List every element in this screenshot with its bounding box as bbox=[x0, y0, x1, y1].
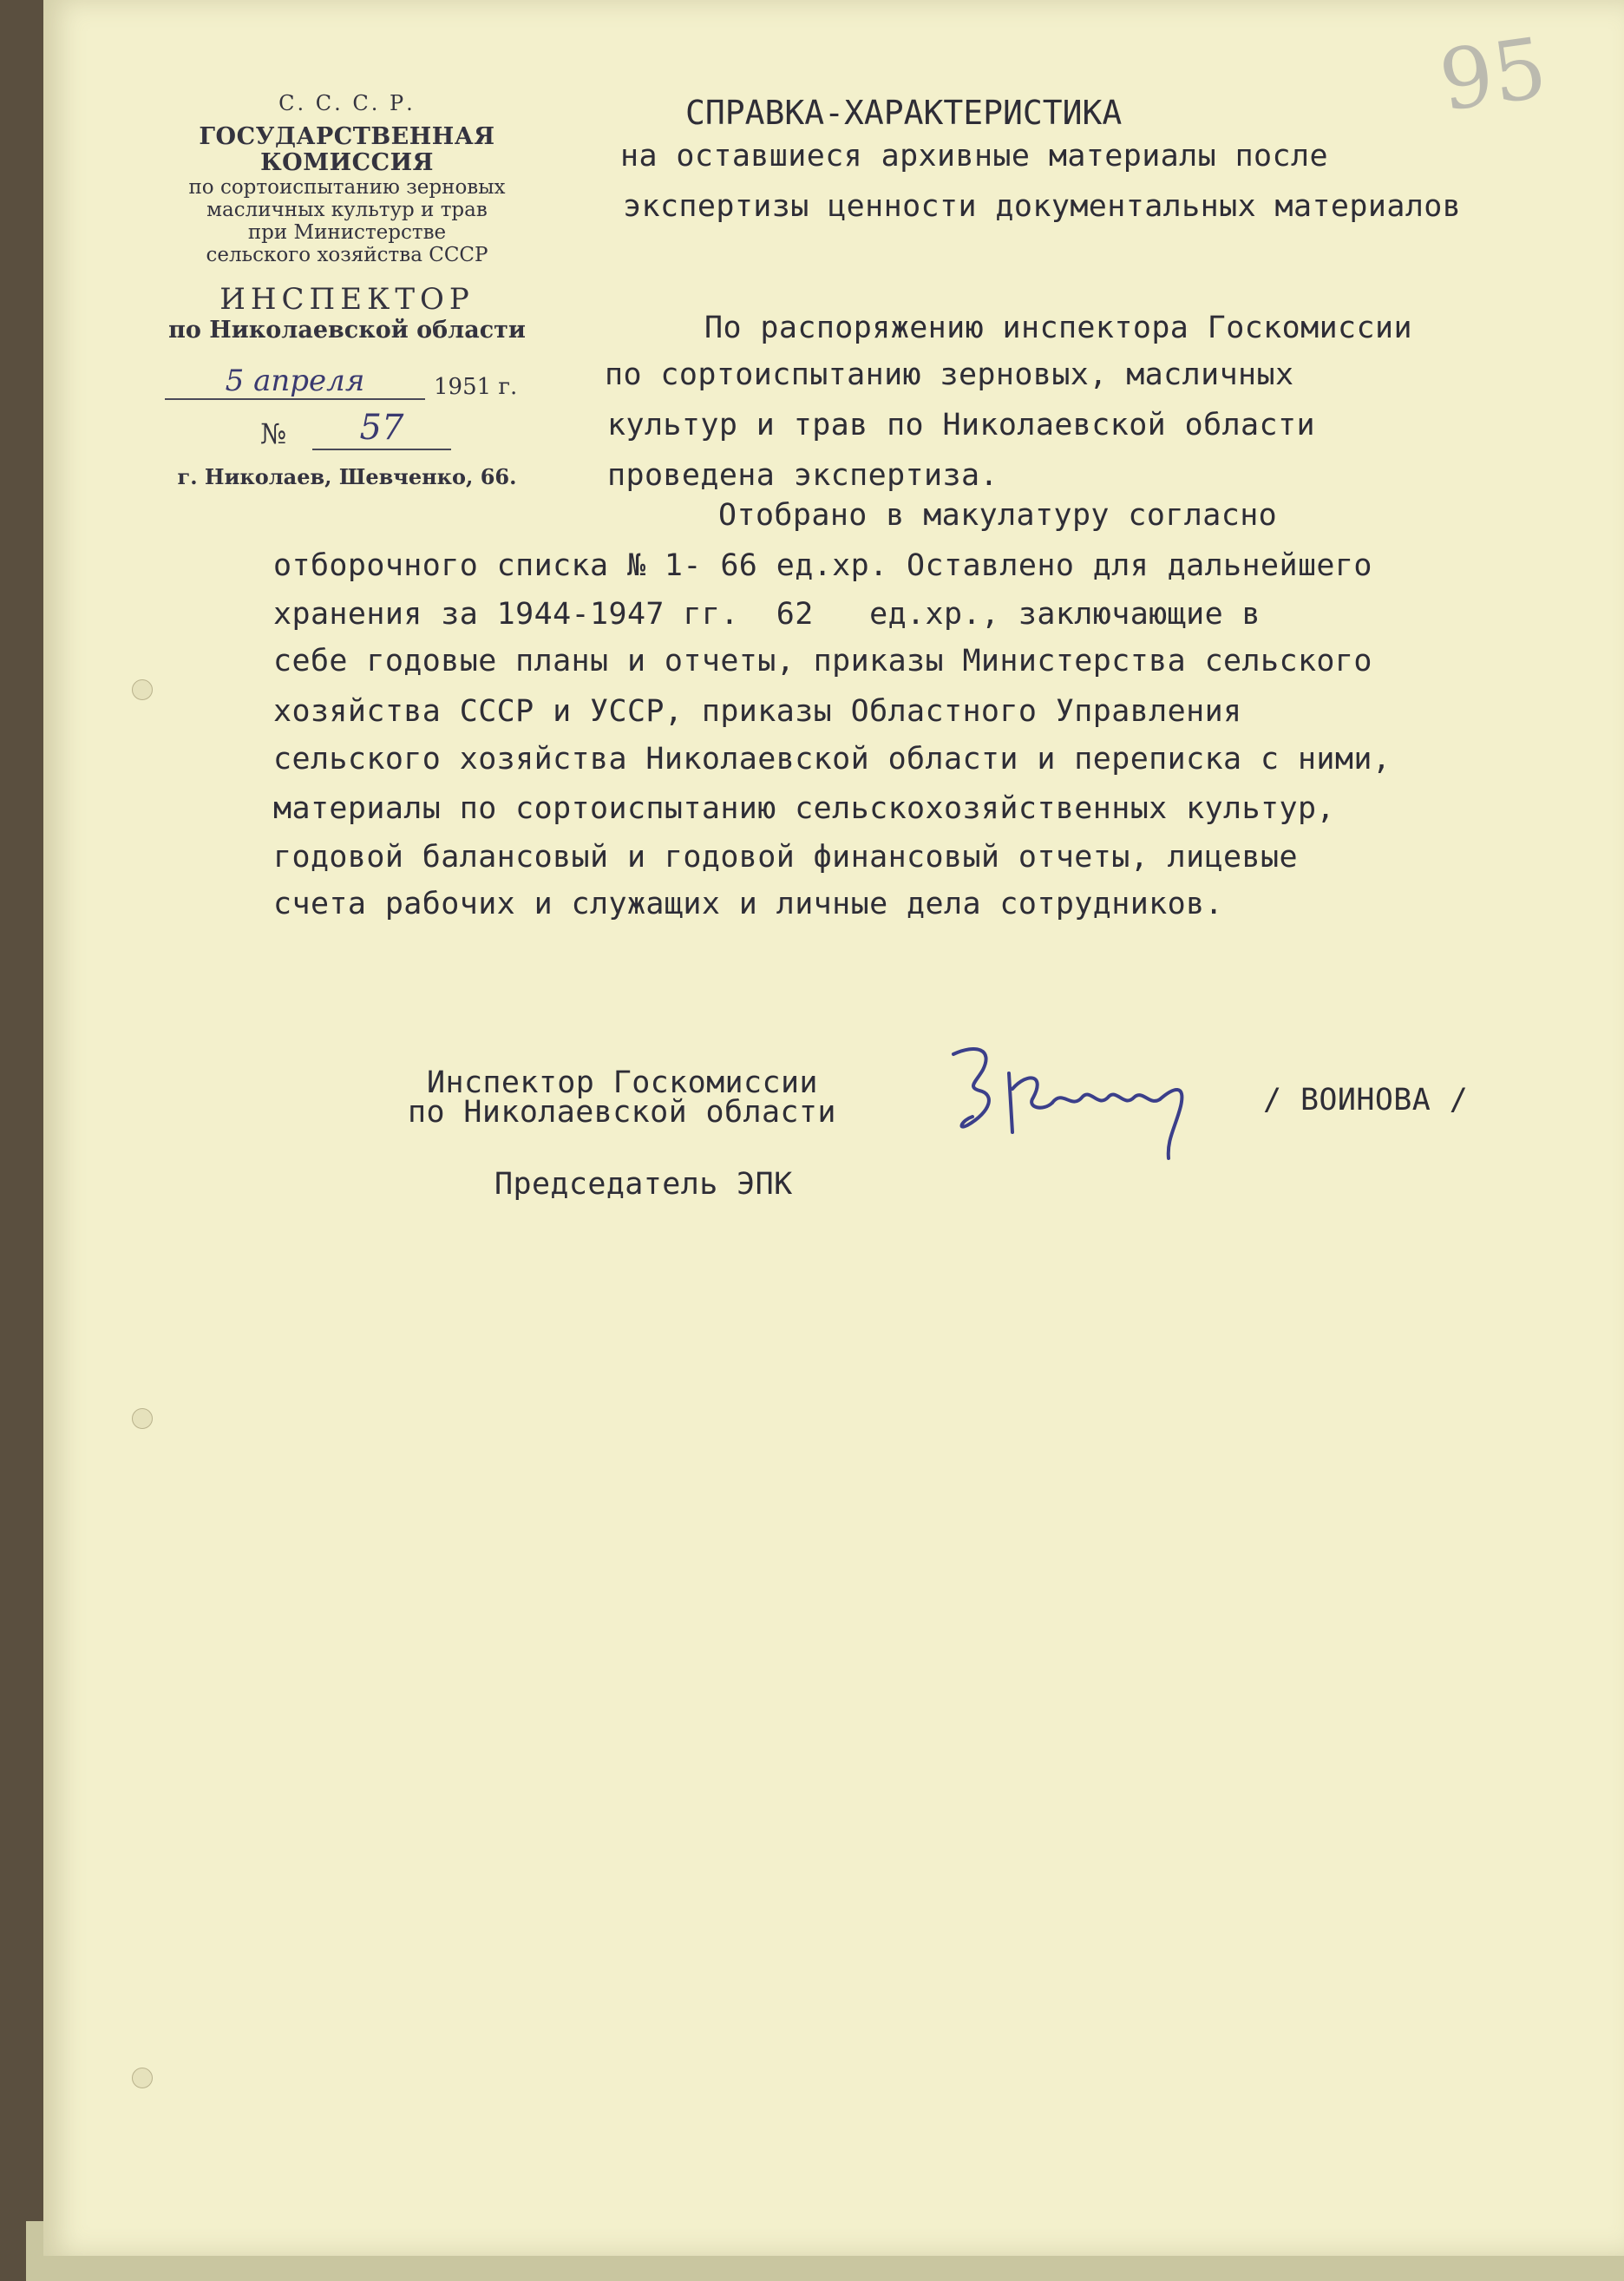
letterhead-org-line: по сортоиспытанию зерновых bbox=[188, 176, 506, 199]
document-subtitle: экспертизы ценности документальных материалов bbox=[623, 189, 1462, 224]
letterhead-org: ГОСУДАРСТВЕННАЯ КОМИССИЯ bbox=[199, 123, 495, 176]
paragraph-line: Отобрано в макулатуру согласно bbox=[718, 498, 1278, 533]
handwritten-number: 57 bbox=[312, 407, 451, 450]
chairman-title: Председатель ЭПК bbox=[494, 1167, 793, 1202]
signatory-name: / ВОИНОВА / bbox=[1263, 1083, 1469, 1118]
letterhead-org-line: при Министерстве bbox=[247, 221, 447, 244]
paragraph-line: по сортоиспытанию зерновых, масличных bbox=[605, 357, 1294, 392]
number-label: № bbox=[260, 417, 287, 450]
letterhead-address: г. Николаев, Шевченко, 66. bbox=[177, 464, 517, 489]
handwritten-signature bbox=[941, 1037, 1228, 1167]
paragraph-line: хранения за 1944-1947 гг. 62 ед.хр., заключающие в bbox=[273, 597, 1261, 632]
punch-hole bbox=[132, 1408, 153, 1429]
paragraph-line: материалы по сортоиспытанию сельскохозяйственных культур, bbox=[273, 791, 1335, 826]
letterhead-org-line: масличных культур и трав bbox=[206, 199, 488, 221]
document-subtitle: на оставшиеся архивные материалы после bbox=[620, 139, 1328, 174]
paragraph-line: отборочного списка № 1- 66 ед.хр. Оставлено для дальнейшего bbox=[273, 548, 1372, 583]
letterhead-org-line: сельского хозяйства СССР bbox=[206, 244, 488, 266]
paragraph-line: сельского хозяйства Николаевской области и переписка с ними, bbox=[273, 742, 1392, 777]
letterhead-region: по Николаевской области bbox=[168, 317, 526, 344]
signatory-title: Инспектор Госкомиссии bbox=[427, 1065, 818, 1100]
paragraph-line: культур и трав по Николаевской области bbox=[607, 408, 1315, 442]
handwritten-date: 5 апреля bbox=[165, 364, 425, 400]
paragraph-line: хозяйства СССР и УССР, приказы Областного Управления bbox=[273, 694, 1242, 729]
document-title: СПРАВКА-ХАРАКТЕРИСТИКА bbox=[685, 94, 1123, 132]
letterhead-number-row bbox=[139, 407, 555, 452]
paragraph-line: годовой балансовый и годовой финансовый отчеты, лицевые bbox=[273, 840, 1298, 875]
paragraph-line: себе годовые планы и отчеты, приказы Министерства сельского bbox=[273, 644, 1372, 678]
punch-hole bbox=[132, 2068, 153, 2088]
archive-page-number: 95 bbox=[1433, 19, 1553, 130]
paragraph-line: счета рабочих и служащих и личные дела сотрудников. bbox=[273, 887, 1224, 921]
letterhead-country: С. С. С. Р. bbox=[278, 91, 416, 115]
punch-hole bbox=[132, 679, 153, 700]
letterhead-inspector: ИНСПЕКТОР bbox=[219, 282, 475, 317]
letterhead-stamp bbox=[139, 91, 555, 489]
date-year: 1951 г. bbox=[434, 374, 518, 400]
letterhead-date-row bbox=[139, 364, 555, 402]
paragraph-line: По распоряжению инспектора Госкомиссии bbox=[704, 311, 1412, 345]
signatory-title: по Николаевской области bbox=[408, 1095, 836, 1130]
paragraph-line: проведена экспертиза. bbox=[607, 458, 999, 493]
